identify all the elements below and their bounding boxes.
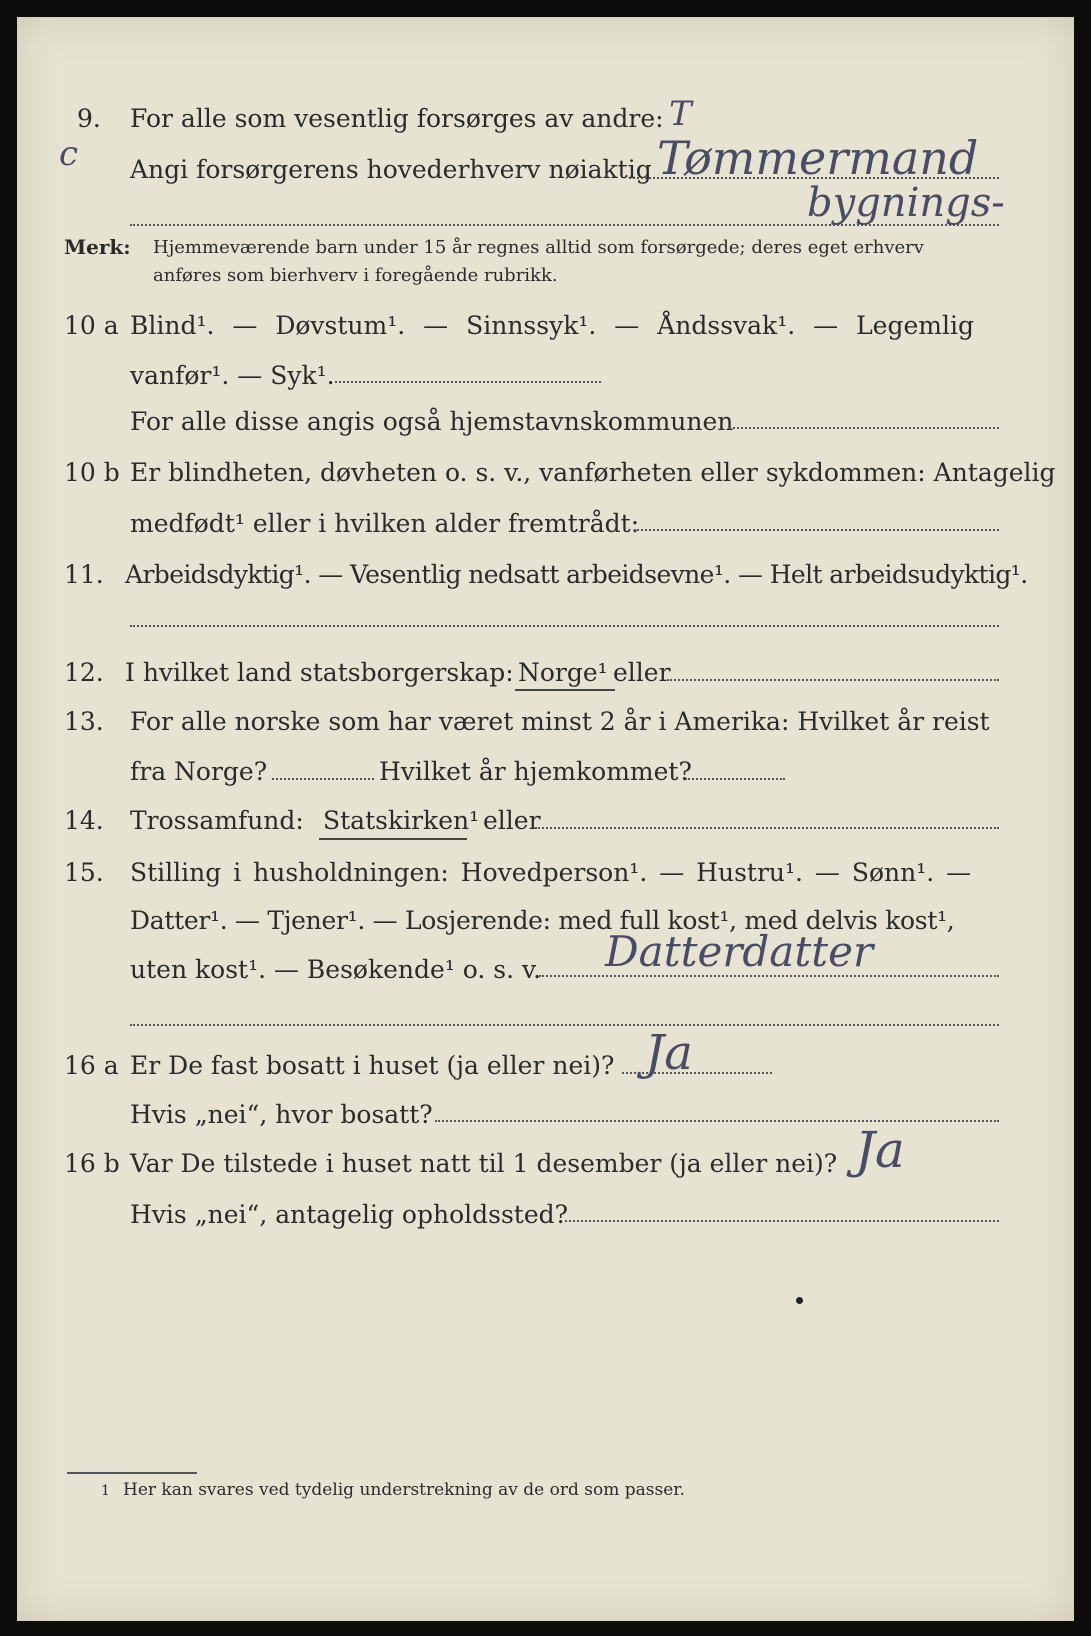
q14-statskirken-underline <box>319 838 467 840</box>
q10b-text-line2: medfødt¹ eller i hvilken alder fremtrådt: <box>130 509 640 538</box>
q10a-hjemstavn-line <box>729 427 999 429</box>
q11-number: 11. <box>64 560 104 589</box>
q11-text-line1: Arbeidsdyktig¹. — Vesentlig nedsatt arbeidsevne¹. — Helt arbeidsudyktig¹. <box>125 560 1028 589</box>
q16a-text-line2: Hvis „nei“, hvor bosatt? <box>130 1100 433 1129</box>
merk-text-line2: anføres som bierhverv i foregående rubrikk. <box>153 265 558 286</box>
q10a-answer-line <box>335 381 601 383</box>
q15-text-line2: Datter¹. — Tjener¹. — Losjerende: med full kost¹, med delvis kost¹, <box>130 906 955 935</box>
q12-option-eller: eller <box>613 658 671 687</box>
q16a-text-line1: Er De fast bosatt i huset (ja eller nei)? <box>130 1051 615 1080</box>
q13-hjemkommet-line <box>685 778 785 780</box>
q14-option-eller: eller <box>483 806 541 835</box>
q10a-number: 10 a <box>64 311 119 340</box>
q13-text-line1: For alle norske som har været minst 2 år i Amerika: Hvilket år reist <box>130 707 990 736</box>
footnote-rule <box>67 1472 197 1474</box>
q15-answer-line2 <box>130 1024 999 1026</box>
q16a-bosatt-line <box>435 1120 999 1122</box>
q12-option-norge: Norge¹ <box>518 658 608 687</box>
q13-reist-line <box>272 778 374 780</box>
q9-handwritten-mark: T <box>669 94 692 134</box>
q9-text-line1: For alle som vesentlig forsørges av andre: <box>130 104 664 133</box>
q16a-number: 16 a <box>64 1051 119 1080</box>
q15-text-line3: uten kost¹. — Besøkende¹ o. s. v. <box>130 955 542 984</box>
q16b-handwritten-answer: Ja <box>855 1121 905 1179</box>
q16b-number: 16 b <box>64 1149 120 1178</box>
q15-text-line1: Stilling i husholdningen: Hovedperson¹. — Hustru¹. — Sønn¹. — <box>130 858 972 887</box>
q10b-text-line1: Er blindheten, døvheten o. s. v., vanførheten eller sykdommen: Antagelig <box>130 458 1056 487</box>
q14-option-statskirken: Statskirken¹ <box>323 806 480 835</box>
q13-text-line2a: fra Norge? <box>130 757 268 786</box>
q10b-number: 10 b <box>64 458 120 487</box>
q12-norge-underline <box>515 689 615 691</box>
merk-text-line1: Hjemmeværende barn under 15 år regnes alltid som forsørgede; deres eget erhverv <box>153 237 924 258</box>
q14-number: 14. <box>64 806 104 835</box>
q14-text: Trossamfund: <box>130 806 304 835</box>
q13-text-line2b: Hvilket år hjemkommet? <box>379 757 692 786</box>
footnote-text: Her kan svares ved tydelig understrekning av de ord som passer. <box>123 1480 685 1500</box>
q14-answer-line <box>535 827 999 829</box>
q10a-text-line2: vanfør¹. — Syk¹. <box>130 361 335 390</box>
census-form-page <box>17 17 1074 1621</box>
q16b-text-line1: Var De tilstede i huset natt til 1 desember (ja eller nei)? <box>130 1149 838 1178</box>
q9-handwritten-answer1: Tømmermand <box>657 131 979 185</box>
q15-handwritten-answer: Datterdatter <box>605 927 874 976</box>
q10a-text-line3: For alle disse angis også hjemstavnskommunen <box>130 407 734 436</box>
q10a-text-line1: Blind¹. — Døvstum¹. — Sinnssyk¹. — Åndssvak¹. — Legemlig <box>130 311 974 340</box>
q9-handwritten-answer2: bygnings- <box>807 180 1005 226</box>
footnote-marker: 1 <box>101 1483 110 1499</box>
q11-answer-line <box>130 625 999 627</box>
q15-number: 15. <box>64 858 104 887</box>
merk-label: Merk: <box>64 235 131 259</box>
q12-number: 12. <box>64 658 104 687</box>
ink-dot <box>796 1297 803 1304</box>
q16a-handwritten-answer: Ja <box>645 1025 693 1081</box>
q12-text: I hvilket land statsborgerskap: <box>125 658 514 687</box>
q9-text-line2: Angi forsørgerens hovederhverv nøiaktig <box>130 155 652 184</box>
margin-handwritten-mark: c <box>59 134 79 174</box>
q9-number: 9. <box>77 104 101 133</box>
q13-number: 13. <box>64 707 104 736</box>
q16b-opholdssted-line <box>565 1220 999 1222</box>
q10b-answer-line <box>634 529 999 531</box>
q12-answer-line <box>667 679 999 681</box>
q16b-text-line2: Hvis „nei“, antagelig opholdssted? <box>130 1200 569 1229</box>
